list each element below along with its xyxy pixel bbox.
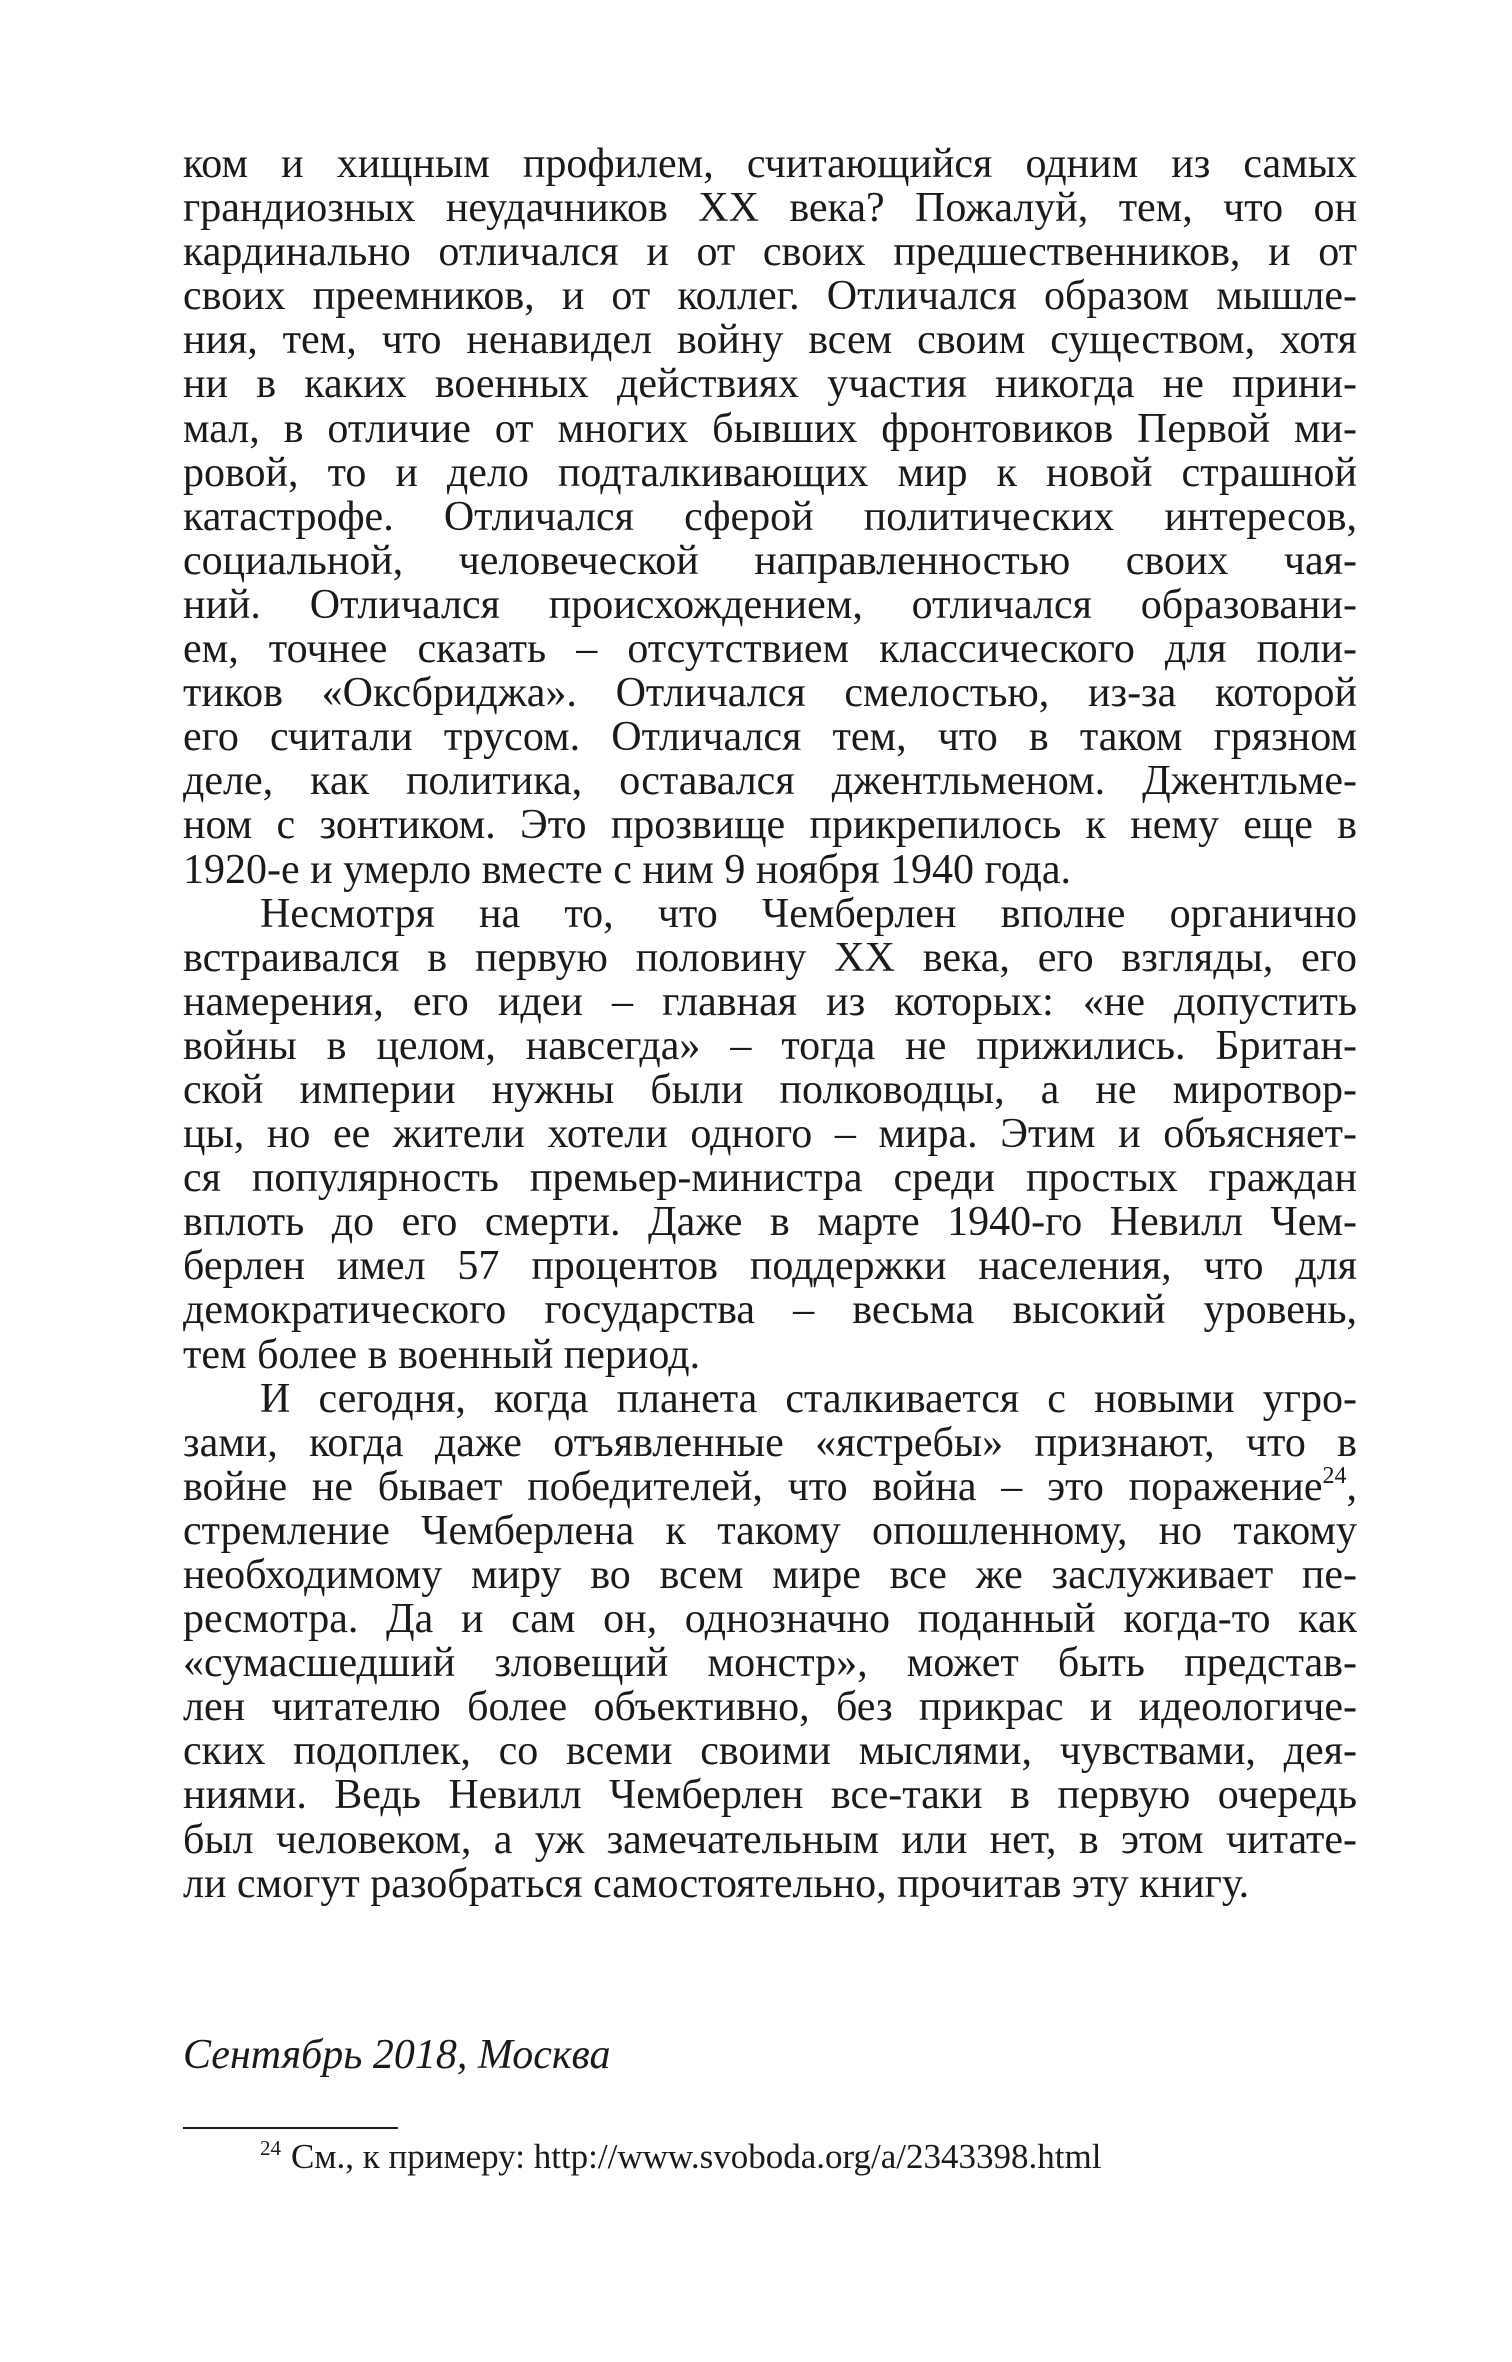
text-line: ниями. Ведь Невилл Чемберлен все-таки в первую очередь — [183, 1773, 1357, 1818]
text-line: кардинально отличался и от своих предшественников, и от — [183, 230, 1357, 275]
paragraph-1 — [183, 142, 1357, 892]
text-line: ном с зонтиком. Это прозвище прикрепилось к нему еще в — [183, 803, 1357, 848]
text-line: ли смогут разобраться самостоятельно, прочитав эту книгу. — [183, 1861, 1250, 1906]
text-line: 1920-е и умерло вместе с ним 9 ноября 1940 года. — [183, 847, 1072, 892]
footnote — [260, 2137, 1101, 2177]
text-line: стремление Чемберлена к такому опошленному, но такому — [183, 1508, 1357, 1553]
text-line: деле, как политика, оставался джентльменом. Джентльме- — [183, 759, 1357, 804]
text-line — [183, 1465, 1357, 1509]
text-line: ских подоплек, со всеми своими мыслями, чувствами, дея- — [183, 1729, 1357, 1774]
text-line: ресмотра. Да и сам он, однозначно поданный когда-то как — [183, 1597, 1357, 1642]
text-line: вплоть до его смерти. Даже в марте 1940-го Невилл Чем- — [183, 1200, 1357, 1245]
text-line: своих преемников, и от коллег. Отличался образом мышле- — [183, 274, 1357, 319]
paragraph-3 — [183, 1377, 1357, 1906]
text-line: социальной, человеческой направленностью своих чая- — [183, 538, 1357, 583]
text-line: ровой, то и дело подталкивающих мир к новой страшной — [183, 450, 1357, 495]
text-line: его считали трусом. Отличался тем, что в таком грязном — [183, 715, 1357, 760]
text-line: ком и хищным профилем, считающийся одним из самых — [183, 142, 1357, 187]
line-text: войне не бывает победителей, что война – это поражение — [183, 1464, 1323, 1509]
text-line: мал, в отличие от многих бывших фронтовиков Первой ми- — [183, 406, 1357, 451]
text-line: встраивался в первую половину ХХ века, его взгляды, его — [183, 935, 1357, 980]
text-line: ни в каких военных действиях участия никогда не прини- — [183, 362, 1357, 407]
text-line: ся популярность премьер-министра среди простых граждан — [183, 1156, 1357, 1201]
text-line: демократического государства – весьма высокий уровень, — [183, 1288, 1357, 1333]
text-line: ния, тем, что ненавидел войну всем своим существом, хотя — [183, 318, 1357, 363]
text-line: тиков «Оксбриджа». Отличался смелостью, из-за которой — [183, 671, 1357, 716]
text-line: Несмотря на то, что Чемберлен вполне органично — [260, 891, 1357, 936]
text-line: был человеком, а уж замечательным или нет, в этом читате- — [183, 1817, 1357, 1862]
text-line: И сегодня, когда планета сталкивается с новыми угро- — [260, 1376, 1357, 1421]
text-line: лен читателю более объективно, без прикрас и идеологиче- — [183, 1685, 1357, 1730]
text-line: катастрофе. Отличался сферой политических интересов, — [183, 494, 1357, 539]
footnote-text: См., к примеру: http://www.svoboda.org/a/2343398.html — [291, 2137, 1102, 2176]
text-line: цы, но ее жители хотели одного – мира. Этим и объясняет- — [183, 1112, 1357, 1157]
text-line: грандиозных неудачников ХХ века? Пожалуй, тем, что он — [183, 186, 1357, 231]
text-line: ем, точнее сказать – отсутствием классического для поли- — [183, 627, 1357, 672]
line-suffix: , — [1346, 1464, 1357, 1509]
footnote-number: 24 — [260, 2136, 281, 2161]
text-line: зами, когда даже отъявленные «ястребы» признают, что в — [183, 1420, 1357, 1465]
text-line: ний. Отличался происхождением, отличался образовани- — [183, 582, 1357, 628]
footnote-reference[interactable]: 24 — [1322, 1464, 1347, 1489]
paragraph-2 — [183, 892, 1357, 1377]
text-line: «сумасшедший зловещий монстр», может быть представ- — [183, 1641, 1357, 1686]
text-line: необходимому миру во всем мире все же заслуживает пе- — [183, 1553, 1357, 1598]
text-line: тем более в военный период. — [183, 1332, 701, 1377]
date-place-signature: Сентябрь 2018, Москва — [183, 2032, 611, 2078]
book-page — [183, 142, 1357, 2176]
text-line: берлен имел 57 процентов поддержки населения, что для — [183, 1244, 1357, 1289]
text-line: войны в целом, навсегда» – тогда не прижились. Британ- — [183, 1023, 1357, 1068]
text-line: ской империи нужны были полководцы, а не миротвор- — [183, 1067, 1357, 1113]
text-line: намерения, его идеи – главная из которых: «не допустить — [183, 979, 1357, 1024]
footnote-divider — [183, 2127, 398, 2129]
